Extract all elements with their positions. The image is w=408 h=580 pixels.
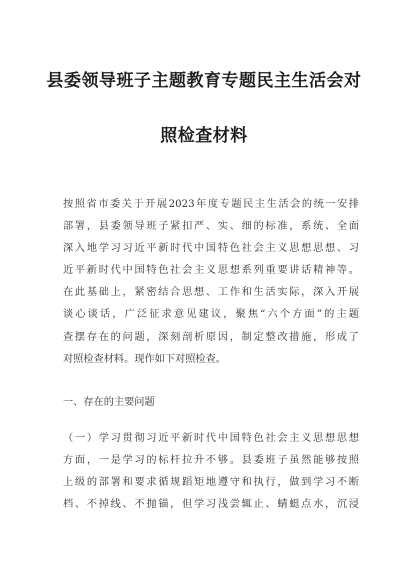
intro-line-2: 部署，县委领导班子紧扣严、实、细的标准，系统、全面 (63, 221, 359, 233)
section1-line-3: 上级的部署和要求循规蹈矩地遵守和执行，做到学习不断 (63, 477, 359, 489)
intro-line-4: 近平新时代中国特色社会主义思想系列重要讲话精神等。 (63, 265, 359, 277)
intro-line-3: 深入地学习习近平新时代中国特色社会主义思想思想、习 (63, 243, 359, 255)
intro-line-7: 查摆存在的问题，深刻剖析原因，制定整改措施，形成了 (63, 331, 359, 343)
intro-line-5: 在此基础上，紧密结合思想、工作和生活实际，深入开展 (63, 287, 359, 299)
document-title-line-1: 县委领导班子主题教育专题民主生活会对 (46, 71, 362, 91)
section-heading: 一、存在的主要问题 (63, 397, 155, 408)
section1-line-2: 方面，一是学习的标杆拉升不够。县委班子虽然能够按照 (63, 455, 359, 467)
document-title-line-2: 照检查材料 (160, 126, 248, 146)
intro-line-6: 谈心谈话，广泛征求意见建议，聚焦“六个方面”的主题 (63, 309, 359, 321)
section1-line-4: 档、不掉线、不抛锚，但学习浅尝辄止、蜻蜓点水，沉浸 (63, 499, 359, 511)
section1-line-1: （一）学习贯彻习近平新时代中国特色社会主义思想思想 (63, 433, 359, 444)
intro-line-1: 按照省市委关于开展2023年度专题民主生活会的统一安排 (63, 199, 359, 210)
intro-paragraph (63, 194, 359, 371)
section1-paragraph (63, 428, 359, 516)
intro-line-8: 对照检查材料。现作如下对照检查。 (63, 353, 226, 365)
